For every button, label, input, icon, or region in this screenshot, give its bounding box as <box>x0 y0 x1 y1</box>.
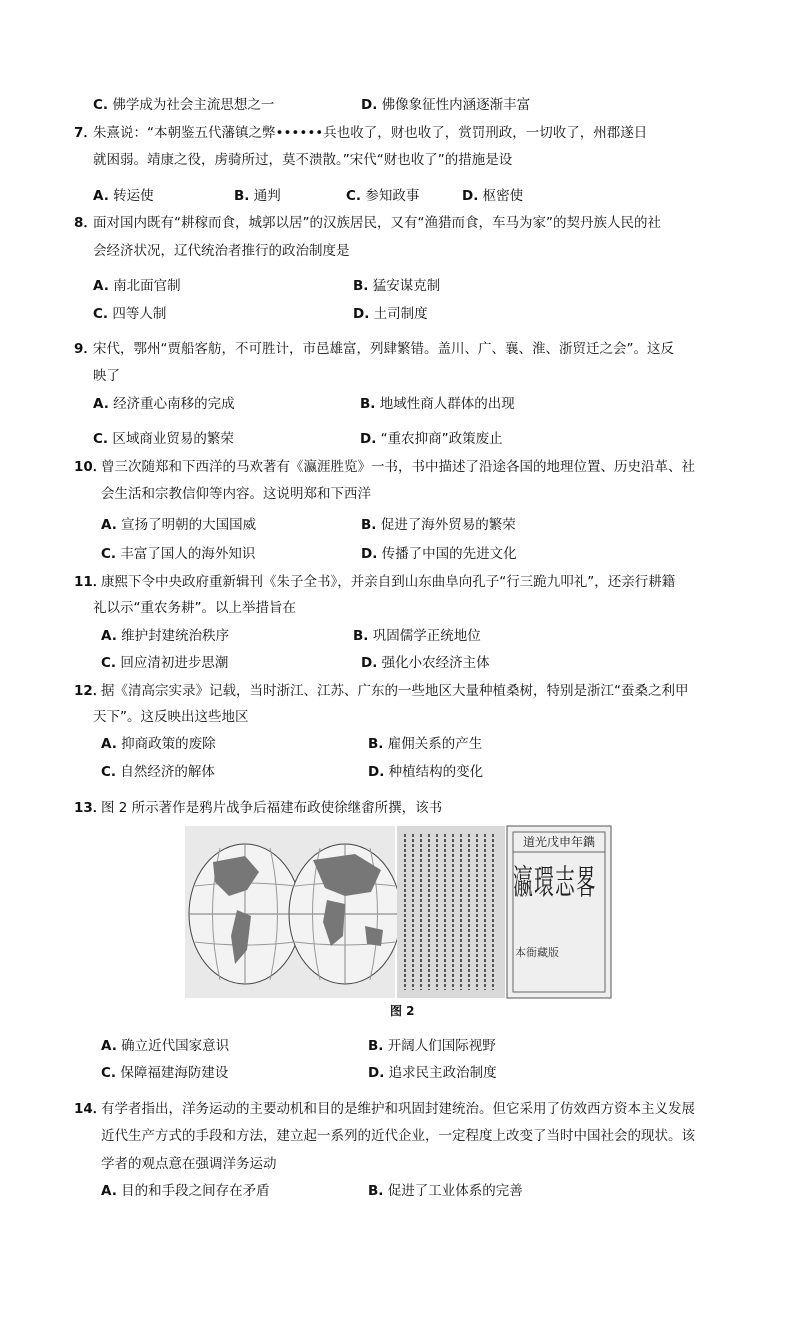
cover-header-text: 道光戊申年鐫 <box>522 835 596 849</box>
q9-number: 9． <box>74 341 97 357</box>
q13-option-c: C. 保障福建海防建设 <box>101 1065 229 1081</box>
q11-option-d: D. 强化小农经济主体 <box>361 655 490 671</box>
q8-number: 8． <box>74 215 97 231</box>
q12-stem-line1: 据《清高宗实录》记载，当时浙江、江苏、广东的一些地区大量种植桑树，特别是浙江“蚕桑之利甲 <box>101 683 689 699</box>
q10-option-c: C. 丰富了国人的海外知识 <box>101 546 256 562</box>
q9-option-c: C. 区域商业贸易的繁荣 <box>93 431 234 447</box>
q13-option-d: D. 追求民主政治制度 <box>368 1065 497 1081</box>
figure-2-svg <box>185 826 611 998</box>
q12-option-b: B. 雇佣关系的产生 <box>368 736 483 752</box>
q14-stem-line3: 学者的观点意在强调洋务运动 <box>101 1156 277 1172</box>
q7-option-b: B. 通判 <box>234 188 281 204</box>
q6-option-d: D. 佛像象征性内涵逐渐丰富 <box>361 97 531 113</box>
q11-option-c: C. 回应清初进步思潮 <box>101 655 229 671</box>
q7-option-c: C. 参知政事 <box>346 188 420 204</box>
q10-stem-line2: 会生活和宗教信仰等内容。这说明郑和下西洋 <box>101 486 371 502</box>
q12-option-a: A. 抑商政策的废除 <box>101 736 216 752</box>
q10-stem-line1: 曾三次随郑和下西洋的马欢著有《瀛涯胜览》一书，书中描述了沿途各国的地理位置、历史沿革、社 <box>101 459 695 475</box>
q14-stem-line2: 近代生产方式的手段和方法，建立起一系列的近代企业，一定程度上改变了当时中国社会的现状。该 <box>101 1128 695 1144</box>
q12-option-c: C. 自然经济的解体 <box>101 764 215 780</box>
q7-stem-line2: 就困弱。靖康之役，虏骑所过，莫不溃散。”宋代“财也收了”的措施是设 <box>93 152 513 168</box>
figure-2-book-image <box>185 826 611 998</box>
q10-number: 10． <box>74 459 107 475</box>
q9-option-b: B. 地域性商人群体的出现 <box>360 396 515 412</box>
q14-stem-line1: 有学者指出，洋务运动的主要动机和目的是维护和巩固封建统治。但它采用了仿效西方资本主义发展 <box>101 1101 695 1117</box>
q12-stem-line2: 天下”。这反映出这些地区 <box>93 709 249 725</box>
q8-stem-line2: 会经济状况，辽代统治者推行的政治制度是 <box>93 243 350 259</box>
q10-option-b: B. 促进了海外贸易的繁荣 <box>361 517 516 533</box>
q9-stem-line2: 映了 <box>93 368 120 384</box>
cover-side-text: 本衙藏版 <box>515 946 559 959</box>
q8-option-a: A. 南北面官制 <box>93 278 181 294</box>
q7-option-d: D. 枢密使 <box>462 188 524 204</box>
q14-number: 14． <box>74 1101 107 1117</box>
q6-option-c: C. 佛学成为社会主流思想之一 <box>93 97 275 113</box>
q11-number: 11． <box>74 574 107 590</box>
q8-option-c: C. 四等人制 <box>93 306 167 322</box>
q11-stem-line1: 康熙下令中央政府重新辑刊《朱子全书》，并亲自到山东曲阜向孔子“行三跪九叩礼”，还亲行耕籍 <box>101 574 676 590</box>
q9-stem-line1: 宋代，鄂州“贾船客舫，不可胜计，市邑雄富，列肆繁错。盖川、广、襄、淮、浙贸迁之会”。这反 <box>93 341 674 357</box>
q10-option-a: A. 宣扬了明朝的大国国威 <box>101 517 257 533</box>
q12-number: 12． <box>74 683 107 699</box>
q14-option-b: B. 促进了工业体系的完善 <box>368 1183 523 1199</box>
q9-option-a: A. 经济重心南移的完成 <box>93 396 235 412</box>
q7-number: 7． <box>74 125 97 141</box>
q12-option-d: D. 种植结构的变化 <box>368 764 484 780</box>
q7-option-a: A. 转运使 <box>93 188 154 204</box>
q13-number: 13． <box>74 800 107 816</box>
q7-stem-line1: 朱熹说：“本朝鉴五代藩镇之弊••••••兵也收了，财也收了，赏罚刑政，一切收了，州郡遂日 <box>93 125 648 141</box>
q13-option-a: A. 确立近代国家意识 <box>101 1038 230 1054</box>
q8-option-d: D. 土司制度 <box>353 306 428 322</box>
cover-title-line1: 瀛環志畧 <box>513 863 597 903</box>
q8-stem-line1: 面对国内既有“耕稼而食，城郭以居”的汉族居民，又有“渔猎而食，车马为家”的契丹族人民的社 <box>93 215 661 231</box>
q14-option-a: A. 目的和手段之间存在矛盾 <box>101 1183 270 1199</box>
q13-option-b: B. 开阔人们国际视野 <box>368 1038 496 1054</box>
q8-option-b: B. 猛安谋克制 <box>353 278 441 294</box>
figure-2-caption: 图 2 <box>390 1004 415 1018</box>
q11-option-b: B. 巩固儒学正统地位 <box>353 628 481 644</box>
q11-option-a: A. 维护封建统治秩序 <box>101 628 230 644</box>
q13-stem-line1: 图 2 所示著作是鸦片战争后福建布政使徐继畬所撰，该书 <box>101 800 443 816</box>
q9-option-d: D. “重农抑商”政策废止 <box>360 431 503 447</box>
q11-stem-line2: 礼以示“重农务耕”。以上举措旨在 <box>93 600 296 616</box>
q10-option-d: D. 传播了中国的先进文化 <box>361 546 517 562</box>
